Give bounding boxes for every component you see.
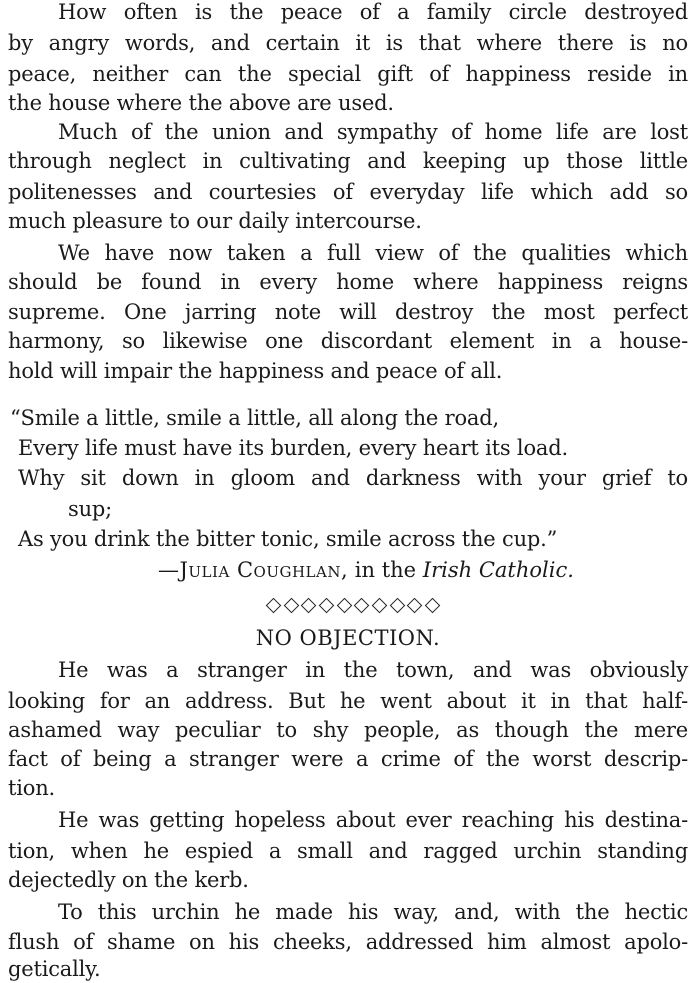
diamond-ornament xyxy=(283,597,299,613)
paragraph-3-line-1: We have now taken a full view of the qualities which xyxy=(58,241,688,265)
paragraph-2-line-4: much pleasure to our daily intercourse. xyxy=(8,209,422,233)
diamond-ornament xyxy=(372,597,388,613)
story-paragraph-2-line-1: He was getting hopeless about ever reaching his destina- xyxy=(58,808,688,832)
paragraph-1-line-1: How often is the peace of a family circle destroyed xyxy=(58,0,688,24)
section-divider-ornament xyxy=(268,594,438,616)
verse-line-3: Why sit down in gloom and darkness with your grief to xyxy=(18,466,688,490)
paragraph-2-line-1: Much of the union and sympathy of home life are lost xyxy=(58,120,688,144)
diamond-ornament xyxy=(389,597,405,613)
paragraph-3-line-2: should be found in every home where happiness reigns xyxy=(8,270,688,294)
attribution-author: —Julia Coughlan, xyxy=(158,558,349,582)
paragraph-1-line-2: by angry words, and certain it is that where there is no xyxy=(8,31,688,55)
story-paragraph-1-line-5: tion. xyxy=(8,776,55,800)
story-paragraph-1-line-1: He was a stranger in the town, and was obviously xyxy=(58,658,688,682)
paragraph-2-line-3: politenesses and courtesies of everyday life which add so xyxy=(8,180,688,204)
attribution-connector: in the xyxy=(348,558,423,582)
story-title: NO OBJECTION. xyxy=(255,626,441,650)
paragraph-1-line-3: peace, neither can the special gift of happiness reside in xyxy=(8,62,688,86)
verse-line-5: As you drink the bitter tonic, smile across the cup.” xyxy=(18,527,558,551)
diamond-ornament xyxy=(425,597,441,613)
paragraph-3-line-4: harmony, so likewise one discordant element in a house- xyxy=(8,329,688,353)
attribution-source: Irish Catholic. xyxy=(422,558,574,582)
diamond-ornament xyxy=(266,597,282,613)
diamond-ornament xyxy=(407,597,423,613)
story-paragraph-1-line-3: ashamed way peculiar to shy people, as though the mere xyxy=(8,718,688,742)
story-paragraph-3-line-1: To this urchin he made his way, and, with the hectic xyxy=(58,900,688,924)
story-paragraph-3-line-2: flush of shame on his cheeks, addressed him almost apolo- xyxy=(8,930,688,954)
paragraph-2-line-2: through neglect in cultivating and keeping up those little xyxy=(8,149,688,173)
diamond-ornament xyxy=(354,597,370,613)
story-paragraph-1-line-2: looking for an address. But he went about it in that half- xyxy=(8,689,688,713)
verse-line-2: Every life must have its burden, every heart its load. xyxy=(18,436,568,460)
paragraph-3-line-5: hold will impair the happiness and peace of all. xyxy=(8,359,503,383)
story-paragraph-1-line-4: fact of being a stranger were a crime of the worst descrip- xyxy=(8,747,688,771)
diamond-ornament xyxy=(301,597,317,613)
story-paragraph-3-line-3: getically. xyxy=(8,957,101,981)
story-paragraph-2-line-2: tion, when he espied a small and ragged urchin standing xyxy=(8,839,688,863)
paragraph-3-line-3: supreme. One jarring note will destroy the most perfect xyxy=(8,300,688,324)
verse-line-1: “Smile a little, smile a little, all along the road, xyxy=(10,406,499,430)
diamond-ornament xyxy=(336,597,352,613)
paragraph-1-line-4: the house where the above are used. xyxy=(8,91,394,115)
verse-attribution xyxy=(158,556,574,584)
story-paragraph-2-line-3: dejectedly on the kerb. xyxy=(8,868,249,892)
verse-line-4: sup; xyxy=(68,497,113,521)
diamond-ornament xyxy=(319,597,335,613)
